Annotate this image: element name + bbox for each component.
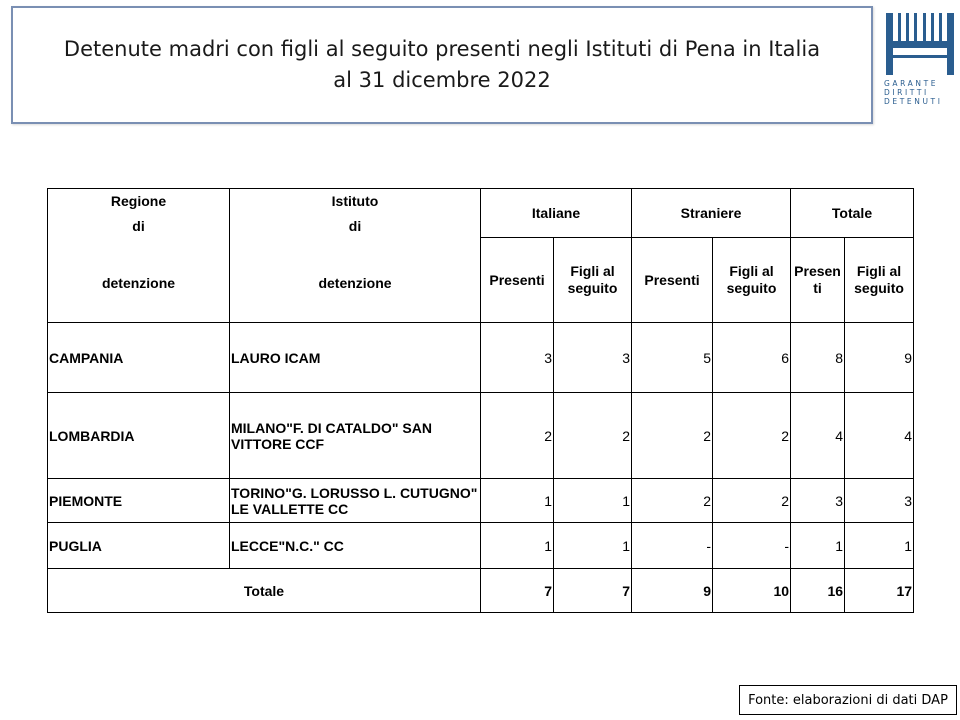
title-line-1: Detenute madri con figli al seguito presenti negli Istituti di Pena in Italia <box>63 37 821 61</box>
total-st-figli: 10 <box>713 569 791 613</box>
cell-it-figli: 1 <box>554 523 632 569</box>
header-st-presenti: Presenti <box>632 238 713 323</box>
total-st-presenti: 9 <box>632 569 713 613</box>
cell-regione: CAMPANIA <box>48 323 230 393</box>
cell-st-presenti: 2 <box>632 479 713 523</box>
cell-istituto: LECCE"N.C." CC <box>230 523 481 569</box>
totals-label: Totale <box>48 569 481 613</box>
total-it-figli: 7 <box>554 569 632 613</box>
cell-tot-figli: 4 <box>845 393 914 479</box>
total-it-presenti: 7 <box>481 569 554 613</box>
cell-st-figli: 2 <box>713 393 791 479</box>
cell-tot-presenti: 8 <box>791 323 845 393</box>
logo-text-garante: GARANTE <box>884 79 939 88</box>
header-regione-top: Regione <box>110 193 167 209</box>
header-tot-figli: Figli al seguito <box>845 238 914 323</box>
cell-st-presenti: 2 <box>632 393 713 479</box>
logo-text-detenuti: DETENUTI <box>884 97 943 106</box>
cell-istituto: MILANO"F. DI CATALDO" SAN VITTORE CCF <box>230 393 481 479</box>
title-line-2: al 31 dicembre 2022 <box>333 68 551 92</box>
cell-tot-presenti: 3 <box>791 479 845 523</box>
header-istituto-bottom: detenzione <box>318 275 392 291</box>
cell-regione: LOMBARDIA <box>48 393 230 479</box>
logo-text-diritti: DIRITTI <box>884 88 929 97</box>
cell-tot-figli: 1 <box>845 523 914 569</box>
cell-st-figli: - <box>713 523 791 569</box>
table-row <box>48 323 914 393</box>
table-row <box>48 523 914 569</box>
header-italiane: Italiane <box>481 189 632 238</box>
totals-row <box>48 569 914 613</box>
source-note: Fonte: elaborazioni di dati DAP <box>739 685 957 715</box>
cell-it-presenti: 3 <box>481 323 554 393</box>
cell-st-figli: 6 <box>713 323 791 393</box>
cell-st-figli: 2 <box>713 479 791 523</box>
cell-it-presenti: 1 <box>481 479 554 523</box>
title-box <box>11 6 873 124</box>
header-regione-mid: di <box>132 218 145 234</box>
header-regione-bottom: detenzione <box>101 275 176 291</box>
header-it-figli: Figli al seguito <box>554 238 632 323</box>
cell-tot-presenti: 1 <box>791 523 845 569</box>
table-row <box>48 393 914 479</box>
header-it-presenti: Presenti <box>481 238 554 323</box>
cell-tot-presenti: 4 <box>791 393 845 479</box>
total-tot-presenti: 16 <box>791 569 845 613</box>
cell-st-presenti: - <box>632 523 713 569</box>
header-regione <box>48 189 230 323</box>
header-istituto-top: Istituto <box>331 193 379 209</box>
cell-it-figli: 1 <box>554 479 632 523</box>
header-istituto <box>230 189 481 323</box>
header-totale: Totale <box>791 189 914 238</box>
cell-regione: PUGLIA <box>48 523 230 569</box>
header-tot-presenti: Presen ti <box>791 238 845 323</box>
cell-st-presenti: 5 <box>632 323 713 393</box>
header-istituto-mid: di <box>348 218 362 234</box>
cell-it-presenti: 1 <box>481 523 554 569</box>
cell-it-figli: 2 <box>554 393 632 479</box>
header-st-figli: Figli al seguito <box>713 238 791 323</box>
header-straniere: Straniere <box>632 189 791 238</box>
table-row <box>48 479 914 523</box>
cell-istituto: TORINO"G. LORUSSO L. CUTUGNO" LE VALLETTE CC <box>230 479 481 523</box>
cell-tot-figli: 3 <box>845 479 914 523</box>
cell-it-presenti: 2 <box>481 393 554 479</box>
cell-tot-figli: 9 <box>845 323 914 393</box>
cell-it-figli: 3 <box>554 323 632 393</box>
cell-istituto: LAURO ICAM <box>230 323 481 393</box>
total-tot-figli: 17 <box>845 569 914 613</box>
cell-regione: PIEMONTE <box>48 479 230 523</box>
detenute-table <box>47 188 914 613</box>
